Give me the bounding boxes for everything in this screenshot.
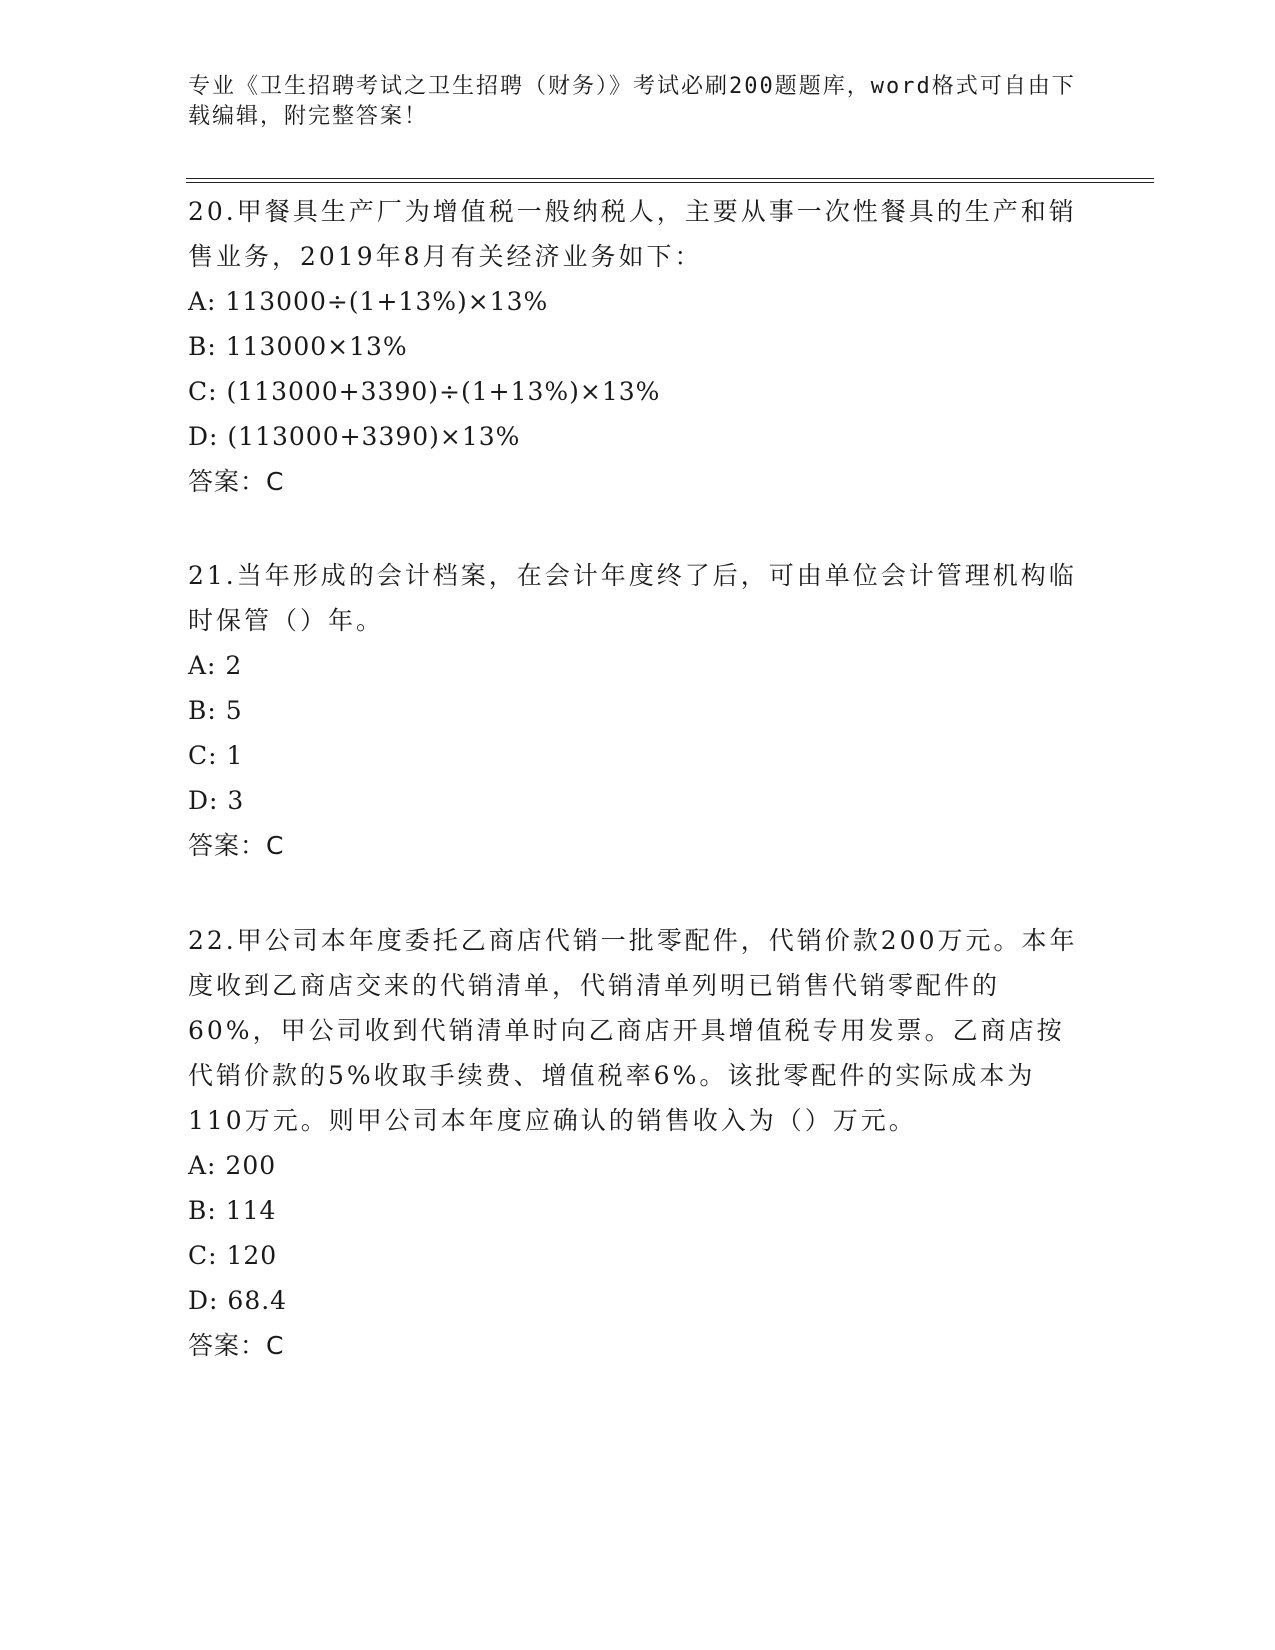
answer: 答案：C xyxy=(188,831,285,860)
option-b: B: 114 xyxy=(188,1196,277,1225)
question-21 xyxy=(188,553,1088,868)
option-c: C: (113000+3390)÷(1+13%)×13% xyxy=(188,377,661,406)
option-d: D: 3 xyxy=(188,786,245,815)
header-divider-top xyxy=(186,178,1154,179)
option-d: D: (113000+3390)×13% xyxy=(188,422,521,451)
answer: 答案：C xyxy=(188,467,285,496)
option-a: A: 200 xyxy=(188,1151,277,1180)
option-b: B: 113000×13% xyxy=(188,332,408,361)
question-20 xyxy=(188,189,1088,504)
answer: 答案：C xyxy=(188,1331,285,1360)
question-22 xyxy=(188,918,1088,1368)
header-divider-bottom xyxy=(186,182,1154,183)
question-stem: 22.甲公司本年度委托乙商店代销一批零配件，代销价款200万元。本年度收到乙商店交来的代销清单，代销清单列明已销售代销零配件的60%，甲公司收到代销清单时向乙商店开具增值税专用发票。乙商店按代销价款的5%收取手续费、增值税率6%。该批零配件的实际成本为110万元。则甲公司本年度应确认的销售收入为（）万元。 xyxy=(188,926,1078,1135)
document-header: 专业《卫生招聘考试之卫生招聘（财务）》考试必刷200题题库，word格式可自由下载编辑，附完整答案！ xyxy=(188,74,1076,129)
option-a: A: 2 xyxy=(188,651,243,680)
question-stem: 21.当年形成的会计档案，在会计年度终了后，可由单位会计管理机构临时保管（）年。 xyxy=(188,561,1077,635)
option-d: D: 68.4 xyxy=(188,1286,288,1315)
option-a: A: 113000÷(1+13%)×13% xyxy=(188,287,549,316)
option-c: C: 120 xyxy=(188,1241,278,1270)
option-b: B: 5 xyxy=(188,696,243,725)
option-c: C: 1 xyxy=(188,741,244,770)
question-stem: 20.甲餐具生产厂为增值税一般纳税人，主要从事一次性餐具的生产和销售业务，2019年8月有关经济业务如下： xyxy=(188,197,1077,271)
